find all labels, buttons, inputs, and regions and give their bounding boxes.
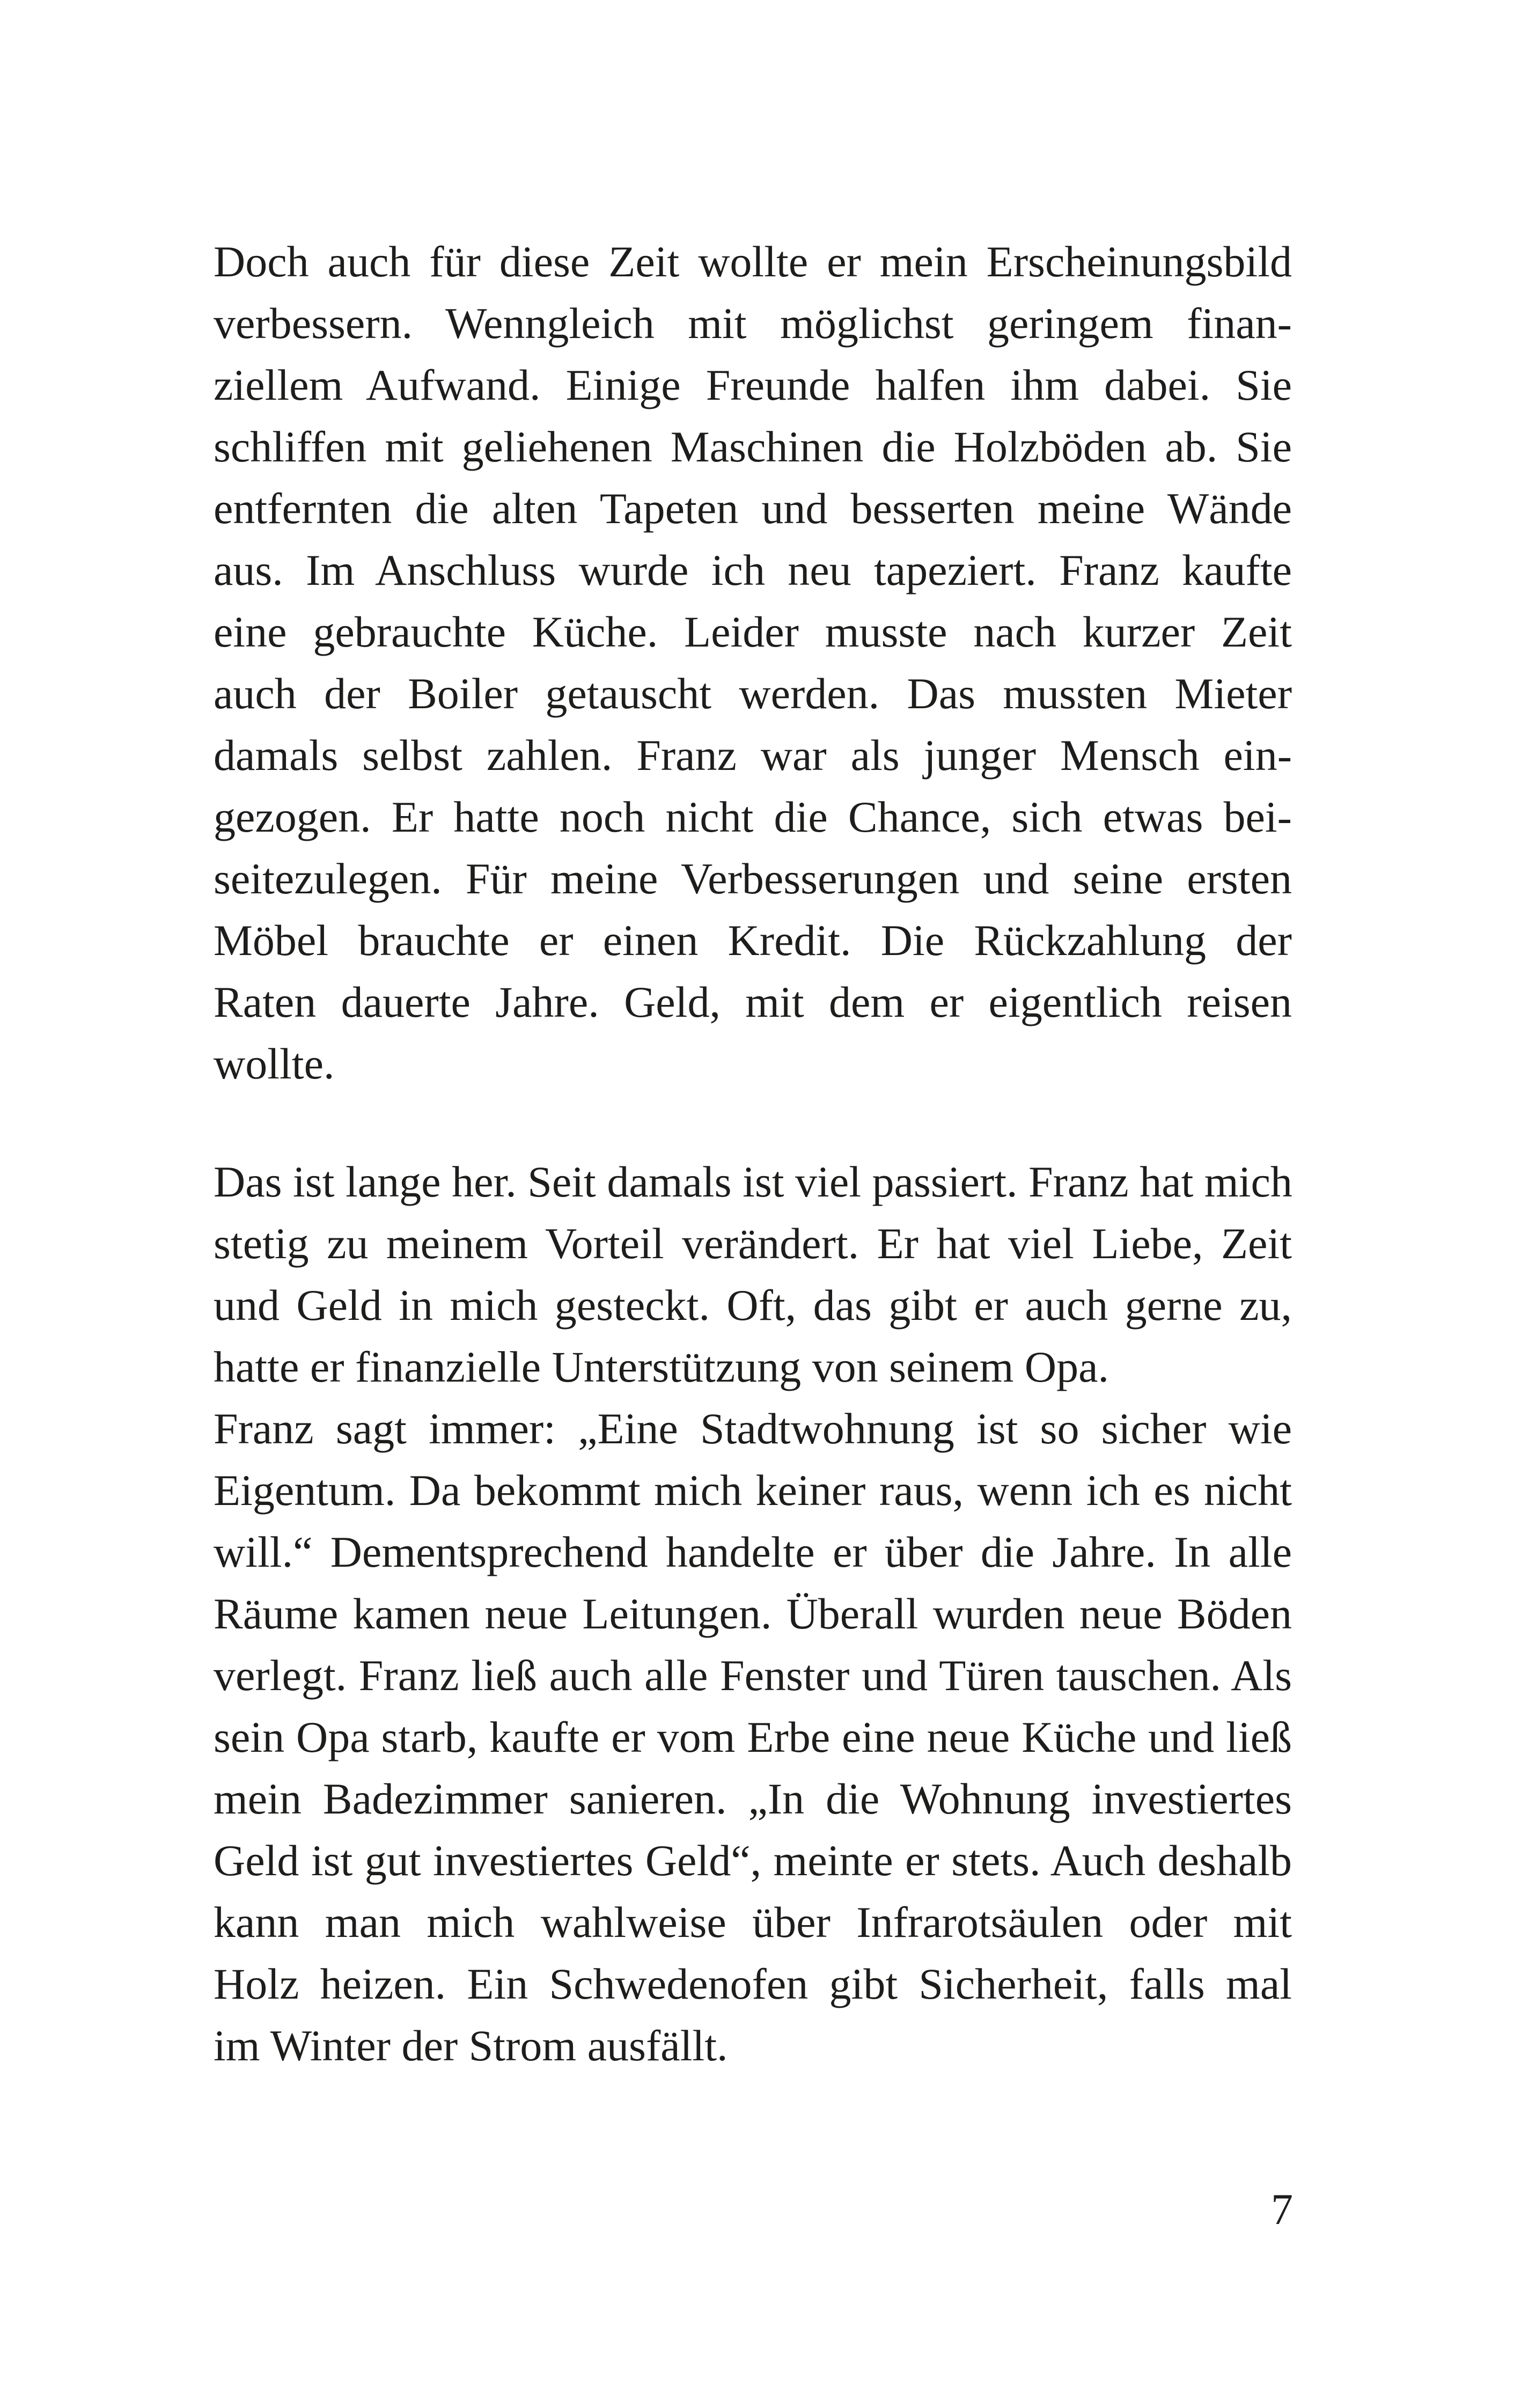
text-line: Geld ist gut investiertes Geld“, meinte er stets. Auch deshalb bbox=[214, 1836, 1292, 1885]
paragraph-2 bbox=[214, 1151, 1292, 2076]
text-line: kann man mich wahlweise über Infrarotsäulen oder mit bbox=[214, 1898, 1292, 1947]
text-line: sein Opa starb, kaufte er vom Erbe eine neue Küche und ließ bbox=[214, 1713, 1292, 1761]
text-line: aus. Im Anschluss wurde ich neu tapeziert. Franz kaufte bbox=[214, 546, 1292, 594]
text-line: Räume kamen neue Leitungen. Überall wurden neue Böden bbox=[214, 1589, 1292, 1638]
text-line: seitezulegen. Für meine Verbesserungen und seine ersten bbox=[214, 854, 1292, 903]
text-line: wollte. bbox=[214, 1039, 335, 1088]
text-line: im Winter der Strom ausfällt. bbox=[214, 2021, 728, 2070]
page-number: 7 bbox=[1271, 2185, 1293, 2234]
text-line: Franz sagt immer: „Eine Stadtwohnung ist so sicher wie bbox=[214, 1404, 1292, 1453]
text-line: verbessern. Wenngleich mit möglichst geringem finan- bbox=[214, 299, 1292, 348]
text-line: Raten dauerte Jahre. Geld, mit dem er eigentlich reisen bbox=[214, 978, 1292, 1026]
text-line: eine gebrauchte Küche. Leider musste nach kurzer Zeit bbox=[214, 607, 1292, 656]
paragraph-1 bbox=[214, 231, 1292, 1095]
text-line: will.“ Dementsprechend handelte er über die Jahre. In alle bbox=[214, 1528, 1292, 1576]
text-line: entfernten die alten Tapeten und besserten meine Wände bbox=[214, 484, 1292, 533]
text-line: und Geld in mich gesteckt. Oft, das gibt er auch gerne zu, bbox=[214, 1281, 1292, 1330]
text-line: auch der Boiler getauscht werden. Das mussten Mieter bbox=[214, 669, 1292, 718]
text-line: stetig zu meinem Vorteil verändert. Er hat viel Liebe, Zeit bbox=[214, 1219, 1292, 1268]
text-line: hatte er finanzielle Unterstützung von seinem Opa. bbox=[214, 1342, 1109, 1391]
text-line: verlegt. Franz ließ auch alle Fenster und Türen tauschen. Als bbox=[214, 1651, 1292, 1700]
text-line: mein Badezimmer sanieren. „In die Wohnung investiertes bbox=[214, 1774, 1292, 1823]
text-line: Eigentum. Da bekommt mich keiner raus, wenn ich es nicht bbox=[214, 1466, 1292, 1515]
text-line: Doch auch für diese Zeit wollte er mein Erscheinungsbild bbox=[214, 237, 1292, 286]
text-line: Möbel brauchte er einen Kredit. Die Rückzahlung der bbox=[214, 916, 1292, 965]
text-line: gezogen. Er hatte noch nicht die Chance, sich etwas bei- bbox=[214, 792, 1292, 841]
text-line: Holz heizen. Ein Schwedenofen gibt Sicherheit, falls mal bbox=[214, 1959, 1292, 2008]
text-line: damals selbst zahlen. Franz war als junger Mensch ein- bbox=[214, 731, 1292, 780]
text-line: schliffen mit geliehenen Maschinen die Holzböden ab. Sie bbox=[214, 422, 1292, 471]
text-line: Das ist lange her. Seit damals ist viel passiert. Franz hat mich bbox=[214, 1157, 1292, 1206]
text-line: ziellem Aufwand. Einige Freunde halfen ihm dabei. Sie bbox=[214, 361, 1292, 409]
